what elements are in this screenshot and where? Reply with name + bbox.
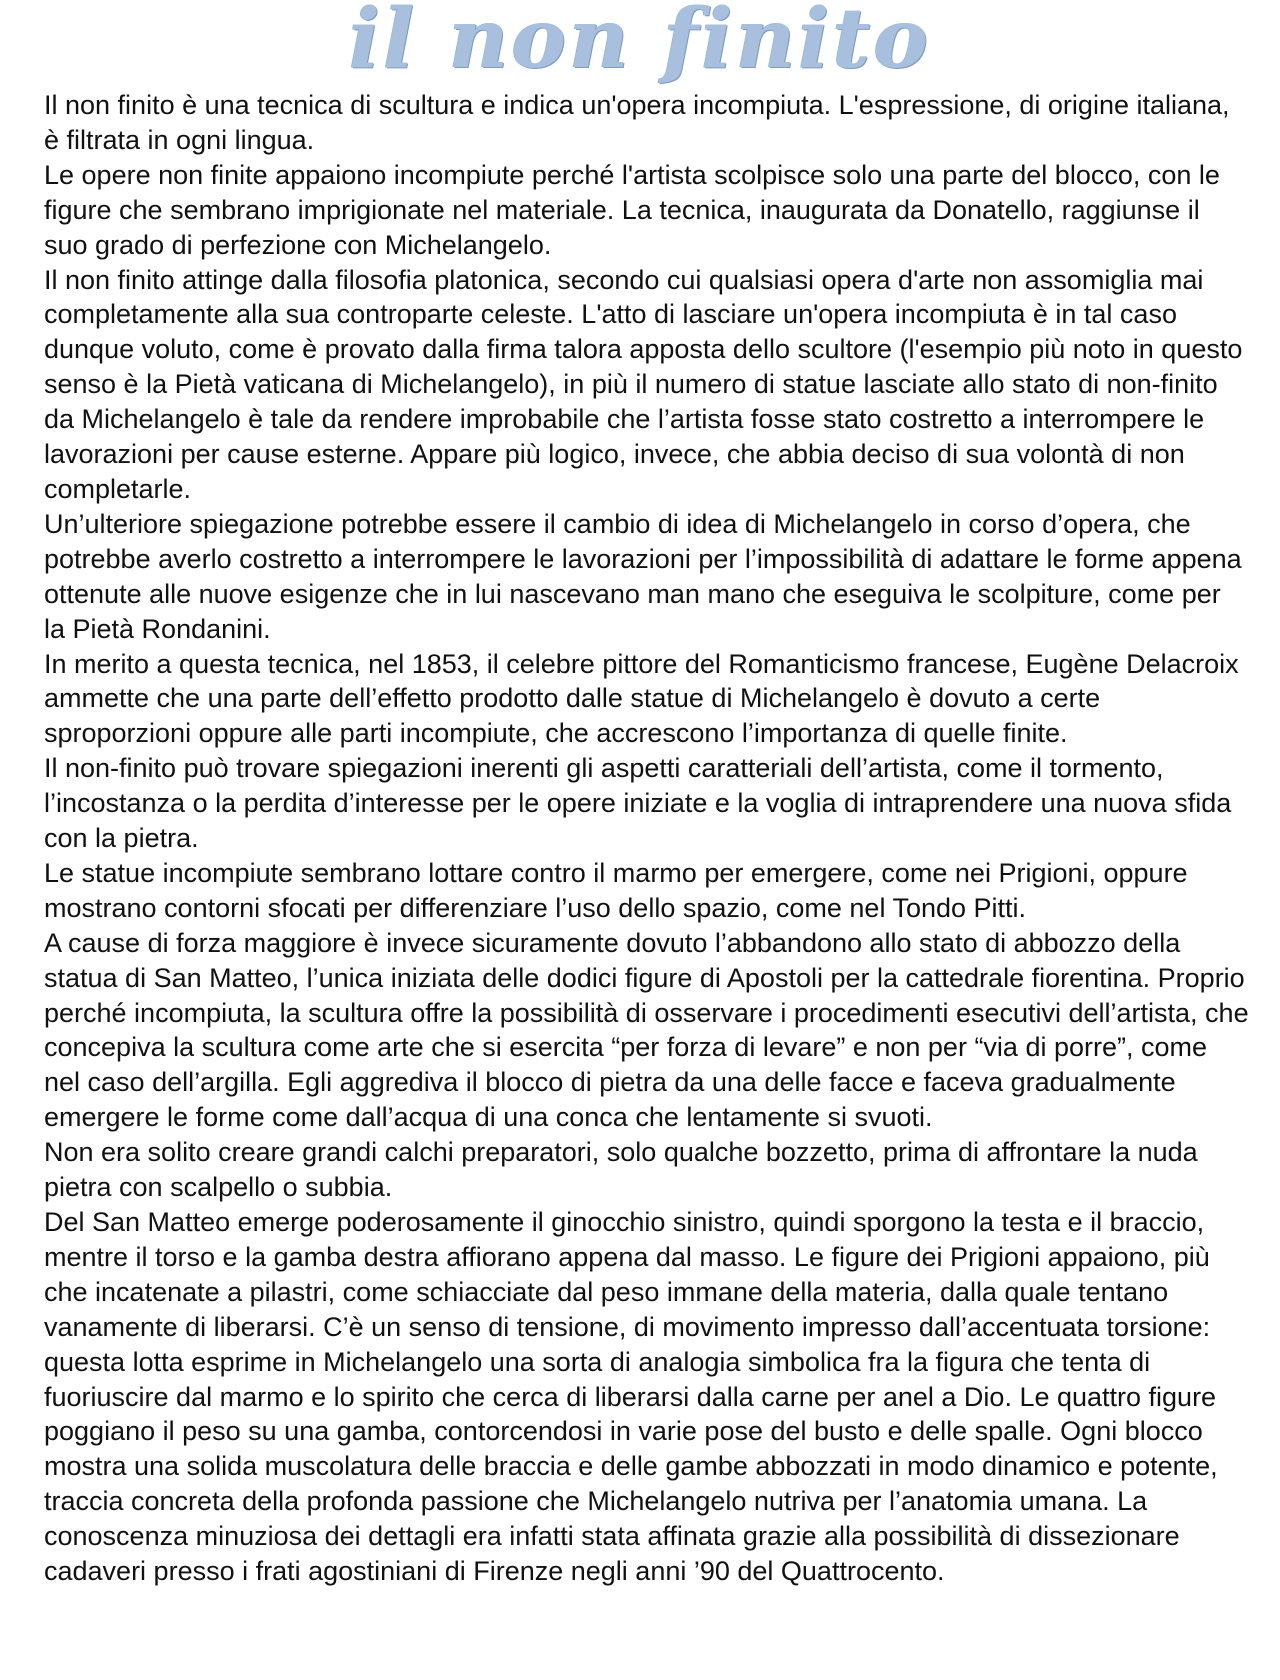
paragraph: Non era solito creare grandi calchi preparatori, solo qualche bozzetto, prima di affrontare la nuda pietra con scalpello o subbia. xyxy=(44,1137,1198,1203)
page-title: il non finito xyxy=(348,0,932,87)
paragraph: A cause di forza maggiore è invece sicuramente dovuto l’abbandono allo stato di abbozzo della statua di San Matteo, l’unica iniziata delle dodici figure di Apostoli per la cattedrale fiorentina. Proprio perché incompiuta, la scultura offre la possibilità di osservare i procedimenti esecutivi dell’artista, che concepiva la scultura come arte che si esercita “per forza di levare” e non per “via di porre”, come nel caso dell’argilla. Egli aggrediva il blocco di pietra da una delle facce e faceva gradualmente emergere le forme come dall’acqua di una conca che lentamente si svuoti. xyxy=(44,927,1249,1133)
document-body xyxy=(44,88,1249,1589)
paragraph: In merito a questa tecnica, nel 1853, il celebre pittore del Romanticismo francese, Eugène Delacroix ammette che una parte dell’effetto prodotto dalle statue di Michelangelo è dovuto a certe sproporzioni oppure alle parti incompiute, che accrescono l’importanza di quelle finite. xyxy=(44,648,1239,749)
title-banner xyxy=(0,0,1280,95)
paragraph: Le opere non finite appaiono incompiute perché l'artista scolpisce solo una parte del blocco, con le figure che sembrano imprigionate nel materiale. La tecnica, inaugurata da Donatello, raggiunse il suo grado di perfezione con Michelangelo. xyxy=(44,159,1220,260)
paragraph: Un’ulteriore spiegazione potrebbe essere il cambio di idea di Michelangelo in corso d’opera, che potrebbe averlo costretto a interrompere le lavorazioni per l’impossibilità di adattare le forme appena ottenute alle nuove esigenze che in lui nascevano man mano che eseguiva le scolpiture, come per la Pietà Rondanini. xyxy=(44,508,1242,644)
paragraph: Il non finito è una tecnica di scultura e indica un'opera incompiuta. L'espressione, di origine italiana, è filtrata in ogni lingua. xyxy=(44,90,1230,155)
paragraph: Il non finito attinge dalla filosofia platonica, secondo cui qualsiasi opera d'arte non assomiglia mai completamente alla sua controparte celeste. L'atto di lasciare un'opera incompiuta è in tal caso dunque voluto, come è provato dalla firma talora apposta dello scultore (l'esempio più noto in questo senso è la Pietà vaticana di Michelangelo), in più il numero di statue lasciate allo stato di non-finito da Michelangelo è tale da rendere improbabile che l’artista fosse stato costretto a interrompere le lavorazioni per cause esterne. Appare più logico, invece, che abbia deciso di sua volontà di non completarle. xyxy=(44,264,1243,504)
paragraph: Del San Matteo emerge poderosamente il ginocchio sinistro, quindi sporgono la testa e il braccio, mentre il torso e la gamba destra affiorano appena dal masso. Le figure dei Prigioni appaiono, più che incatenate a pilastri, come schiacciate dal peso immane della materia, dalla quale tentano vanamente di liberarsi. C’è un senso di tensione, di movimento impresso dall’accentuata torsione: questa lotta esprime in Michelangelo una sorta di analogia simbolica fra la figura che tenta di fuoriuscire dal marmo e lo spirito che cerca di liberarsi dalla carne per anel a Dio. Le quattro figure poggiano il peso su una gamba, contorcendosi in varie pose del busto e delle spalle. Ogni blocco mostra una solida muscolatura delle braccia e delle gambe abbozzati in modo dinamico e potente, traccia concreta della profonda passione che Michelangelo nutriva per l’anatomia umana. La conoscenza minuziosa dei dettagli era infatti stata affinata grazie alla possibilità di dissezionare cadaveri presso i frati agostiniani di Firenze negli anni ’90 del Quattrocento. xyxy=(44,1207,1218,1587)
paragraph: Il non-finito può trovare spiegazioni inerenti gli aspetti caratteriali dell’artista, come il tormento, l’incostanza o la perdita d’interesse per le opere iniziate e la voglia di intraprendere una nuova sfida con la pietra. xyxy=(44,753,1232,854)
paragraph: Le statue incompiute sembrano lottare contro il marmo per emergere, come nei Prigioni, oppure mostrano contorni sfocati per differenziare l’uso dello spazio, come nel Tondo Pitti. xyxy=(44,857,1188,923)
